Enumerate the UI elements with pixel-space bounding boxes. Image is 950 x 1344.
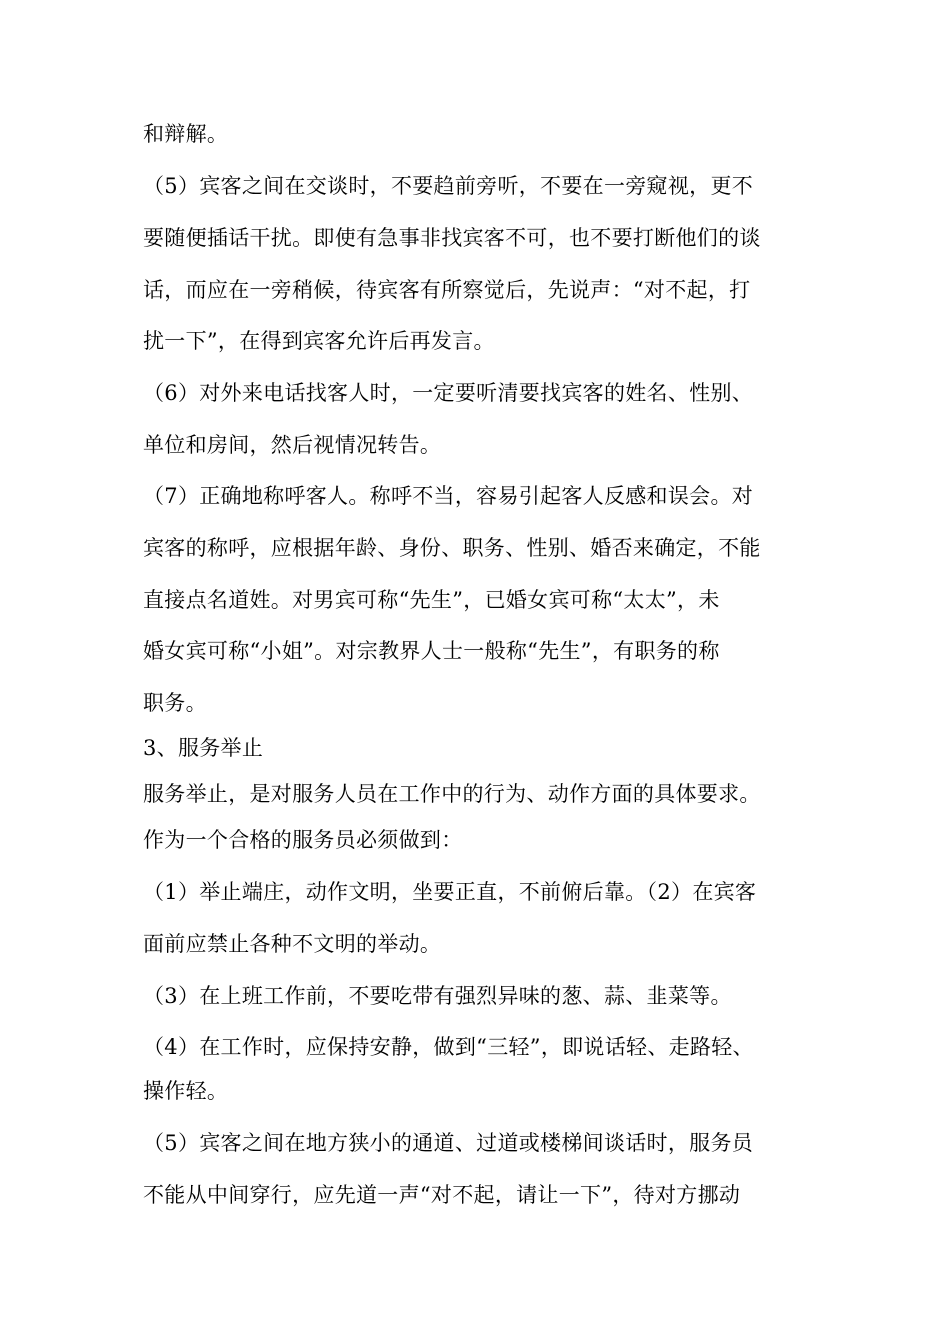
text-line: （5）宾客之间在交谈时，不要趋前旁听，不要在一旁窥视，更不	[143, 174, 754, 198]
text-line: （3）在上班工作前，不要吃带有强烈异味的葱、蒜、韭菜等。	[143, 984, 732, 1008]
text-line: （5）宾客之间在地方狭小的通道、过道或楼梯间谈话时，服务员	[143, 1131, 754, 1155]
text-line: 服务举止，是对服务人员在工作中的行为、动作方面的具体要求。	[143, 782, 761, 806]
text-line: 和辩解。	[143, 122, 229, 146]
text-line: 职务。	[143, 691, 207, 715]
text-line: （7）正确地称呼客人。称呼不当，容易引起客人反感和误会。对	[143, 484, 754, 508]
text-line: （4）在工作时，应保持安静，做到“三轻”，即说话轻、走路轻、	[143, 1035, 754, 1059]
text-line: 要随便插话干扰。即使有急事非找宾客不可，也不要打断他们的谈	[143, 226, 761, 250]
text-line: 扰一下”，在得到宾客允许后再发言。	[143, 329, 495, 353]
text-line: 话，而应在一旁稍候，待宾客有所察觉后，先说声：“对不起，打	[143, 278, 751, 302]
text-line: 单位和房间，然后视情况转告。	[143, 433, 442, 457]
text-line: 操作轻。	[143, 1079, 229, 1103]
text-line: 作为一个合格的服务员必须做到：	[143, 828, 463, 852]
section-heading: 3、服务举止	[143, 736, 264, 760]
text-line: 不能从中间穿行，应先道一声“对不起，请让一下”，待对方挪动	[143, 1183, 741, 1207]
text-line: 直接点名道姓。对男宾可称“先生”，已婚女宾可称“太太”，未	[143, 588, 720, 612]
text-line: 婚女宾可称“小姐”。对宗教界人士一般称“先生”，有职务的称	[143, 639, 720, 663]
text-line: （1）举止端庄，动作文明，坐要正直，不前俯后靠。（2）在宾客	[143, 880, 757, 904]
text-line: 宾客的称呼，应根据年龄、身份、职务、性别、婚否来确定，不能	[143, 536, 761, 560]
text-line: （6）对外来电话找客人时，一定要听清要找宾客的姓名、性别、	[143, 381, 754, 405]
text-line: 面前应禁止各种不文明的举动。	[143, 932, 442, 956]
